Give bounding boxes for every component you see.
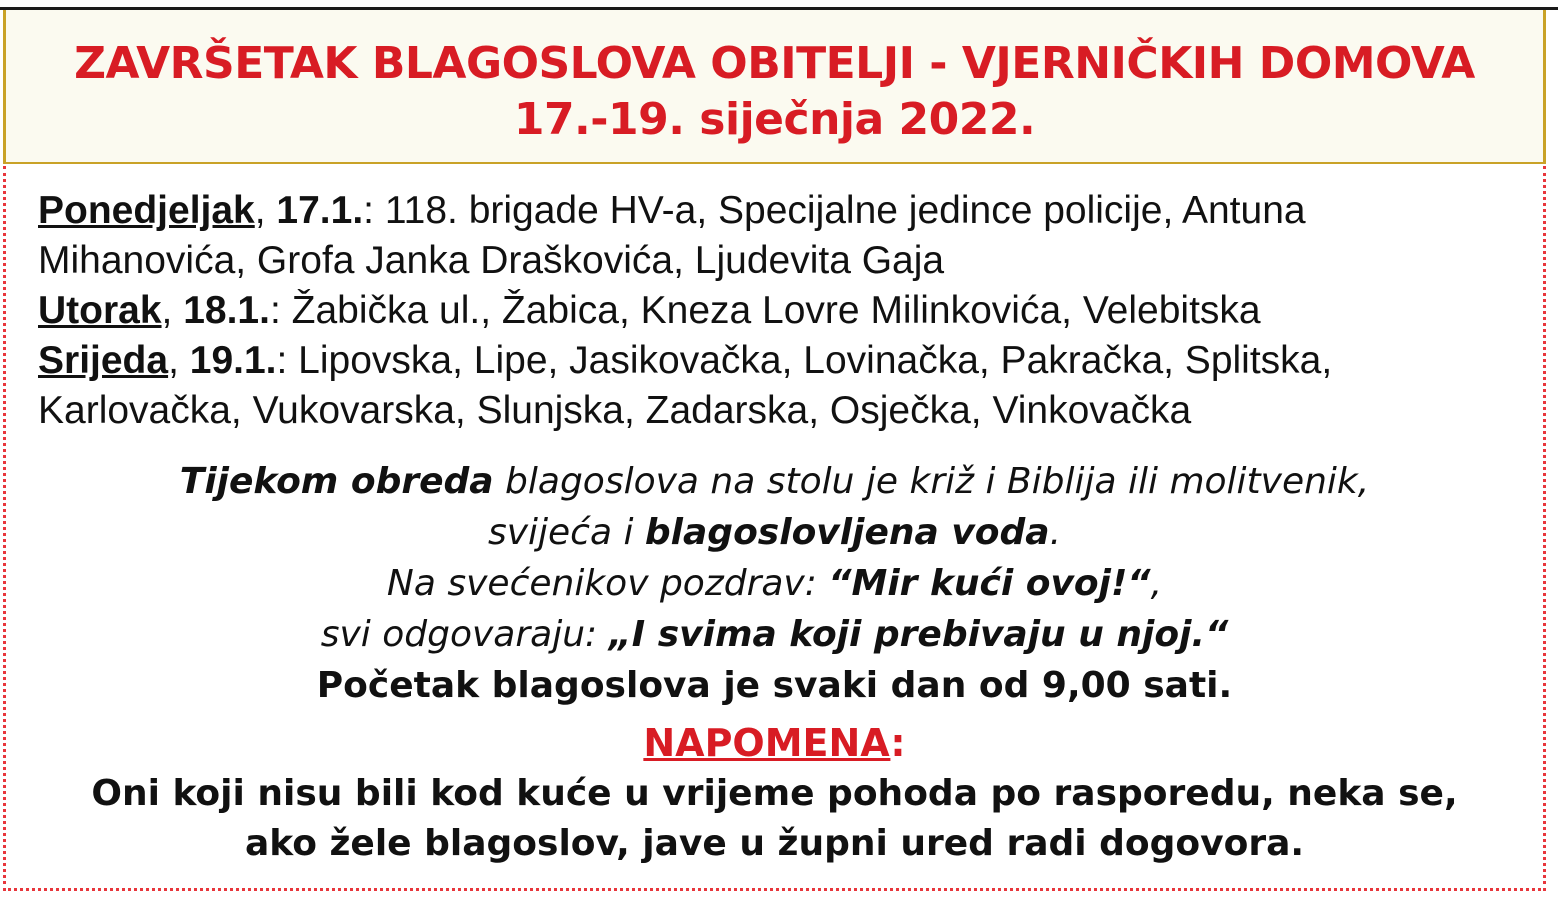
street-list: Žabička ul., Žabica, Kneza Lovre Milinkovića, Velebitska <box>280 289 1261 332</box>
napomena-text: ako žele blagoslov, jave u župni ured radi dogovora. <box>244 823 1305 864</box>
schedule-row-monday-cont <box>38 236 1518 286</box>
page-subtitle-dates: 17.-19. siječnja 2022. <box>513 94 1036 145</box>
note-line: Tijekom obreda blagoslova na stolu je križ i Biblija ili molitvenik, <box>179 461 1370 502</box>
note-line: Na svećenikov pozdrav: “Mir kući ovoj!“, <box>386 563 1163 604</box>
napomena-heading: NAPOMENA: <box>643 721 906 765</box>
schedule-list <box>38 186 1518 436</box>
header-banner <box>3 10 1546 164</box>
schedule-row-wednesday-cont <box>38 386 1518 436</box>
day-date: 18.1. <box>183 289 270 332</box>
top-divider <box>0 0 1558 10</box>
note-line: svijeća i blagoslovljena voda. <box>487 512 1062 553</box>
start-time-note: Početak blagoslova je svaki dan od 9,00 sati. <box>316 665 1233 706</box>
day-name: Srijeda <box>38 339 169 382</box>
note-line: svi odgovaraju: „I svima koji prebivaju u njoj.“ <box>320 614 1229 655</box>
street-list: Lipovska, Lipe, Jasikovačka, Lovinačka, Pakračka, Splitska, <box>287 339 1333 382</box>
schedule-row-monday: Ponedjeljak, 17.1.: 118. brigade HV-a, Specijalne jedince policije, Antuna <box>38 189 1306 232</box>
page-title: ZAVRŠETAK BLAGOSLOVA OBITELJI - VJERNIČKIH DOMOVA <box>74 38 1475 89</box>
napomena-text: Oni koji nisu bili kod kuće u vrijeme pohoda po rasporedu, neka se, <box>91 773 1458 814</box>
content-panel <box>3 166 1546 891</box>
day-date: 17.1. <box>276 189 364 232</box>
day-date: 19.1. <box>189 339 277 382</box>
day-name: Ponedjeljak <box>38 189 255 232</box>
schedule-row-tuesday: Utorak, 18.1.: Žabička ul., Žabica, Kneza Lovre Milinkovića, Velebitska <box>38 289 1261 332</box>
day-name: Utorak <box>38 289 162 332</box>
street-list: Mihanovića, Grofa Janka Draškovića, Ljudevita Gaja <box>38 239 945 282</box>
ritual-notes <box>6 456 1543 869</box>
schedule-row-wednesday: Srijeda, 19.1.: Lipovska, Lipe, Jasikovačka, Lovinačka, Pakračka, Splitska, <box>38 339 1333 382</box>
street-list: 118. brigade HV-a, Specijalne jedince policije, Antuna <box>374 189 1306 232</box>
street-list: Karlovačka, Vukovarska, Slunjska, Zadarska, Osječka, Vinkovačka <box>38 389 1192 432</box>
